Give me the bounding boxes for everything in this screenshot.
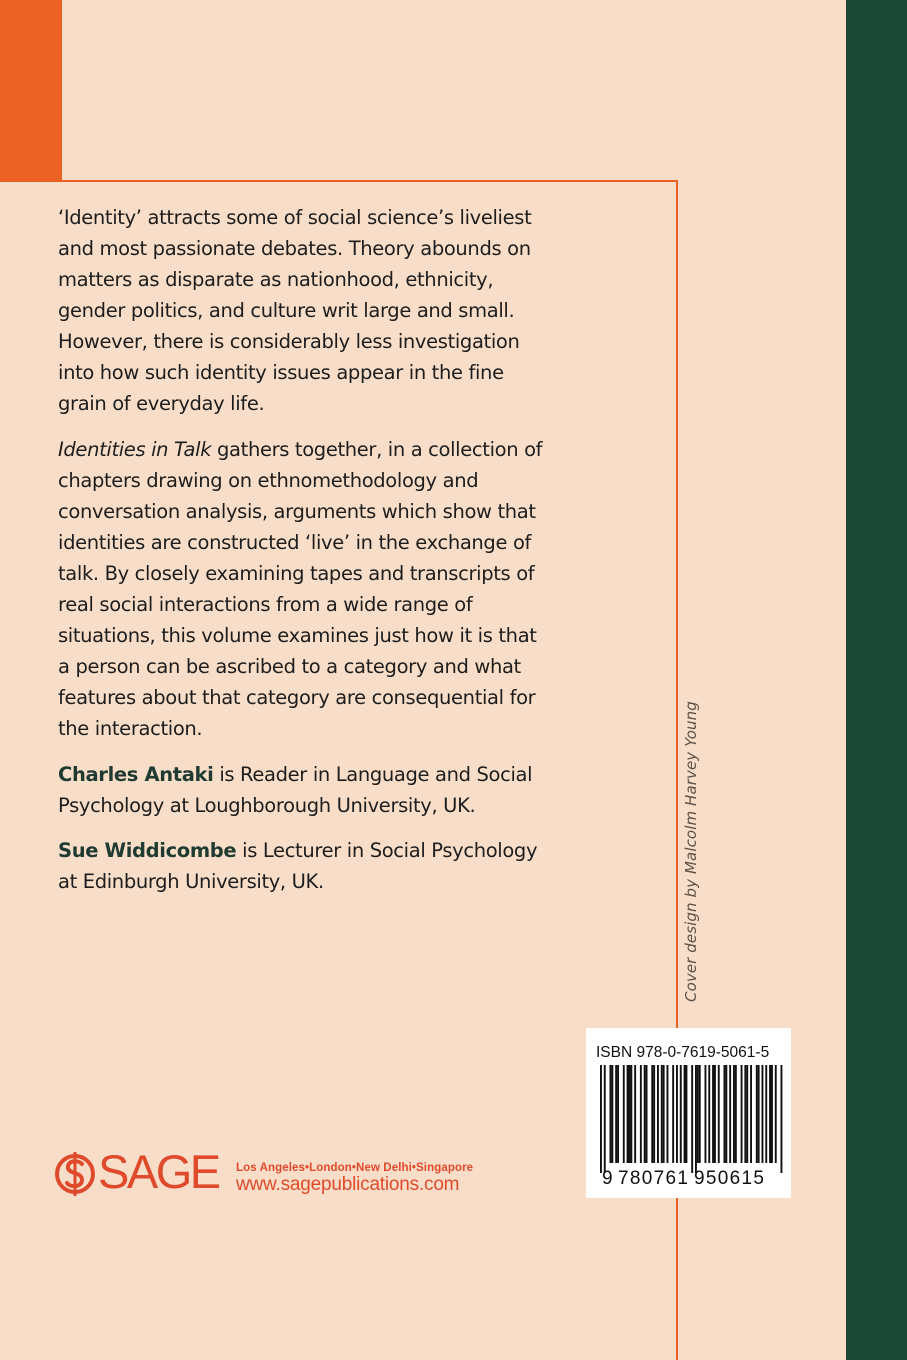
barcode-bar [758,1065,760,1163]
barcode-bar [611,1065,613,1163]
book-title-italic: Identities in Talk [58,438,212,461]
barcode-bar [630,1065,632,1163]
blurb-text [58,202,548,897]
green-spine-strip [846,0,907,1360]
barcode-bar [756,1065,758,1163]
barcode-bar [712,1065,714,1163]
barcode-bar [634,1065,636,1163]
barcode-bar [762,1065,764,1163]
barcode-bar [604,1065,606,1173]
sage-logo [55,1145,235,1198]
author-bio-widdicombe [58,835,548,897]
barcode-bar [661,1065,663,1163]
barcode-bar [725,1065,727,1163]
barcode-bar [769,1065,771,1163]
barcode-bar [686,1065,688,1163]
barcode-bar [724,1065,726,1163]
barcode-bars [594,1065,784,1175]
barcode-bar [627,1065,629,1163]
barcode-bar [775,1065,777,1163]
barcode-bar [705,1065,707,1163]
barcode-digit-first: 9 [602,1168,613,1189]
barcode-bar [629,1065,631,1163]
author-bio-text: is Lecturer in Social Psychology at Edinburgh University, UK. [58,839,538,893]
barcode-bar [699,1065,701,1163]
barcode-bar [651,1065,653,1163]
barcode-bar [644,1065,646,1163]
barcode-bar [646,1065,648,1163]
barcode-bar [744,1065,746,1163]
barcode-bar [771,1065,773,1163]
sage-wordmark: SAGE [98,1145,219,1198]
blurb-paragraph-2-text: gathers together, in a collection of chapters drawing on ethnomethodology and conversation analysis, arguments which show that identities are constructed ‘live’ in the exchange of talk. By closely examining tapes and transcripts of real social interactions from a wide range of situations, this volume examines just how it is that a person can be ascribed to a category and what features about that category are consequential for the interaction. [58,438,543,740]
barcode-bar [600,1065,602,1173]
blurb-paragraph-1: ‘Identity’ attracts some of social science’s liveliest and most passionate debates. Theory abounds on matters as disparate as nationhood, ethnicity, gender politics, and culture writ large and small. However, there is considerably less investigation into how such identity issues appear in the fine grain of everyday life. [58,206,532,415]
barcode-bar [640,1065,642,1163]
barcode-bar [714,1065,716,1163]
barcode-bar [750,1065,752,1163]
barcode-bar [657,1065,659,1163]
barcode-bar [623,1065,625,1163]
publisher-url[interactable]: www.sagepublications.com [236,1174,460,1195]
barcode-bar [617,1065,619,1163]
barcode-bar [695,1065,697,1173]
barcode-digits [602,1168,765,1190]
barcode-bar [729,1065,731,1163]
barcode-bar [672,1065,674,1163]
barcode-bar [653,1065,655,1163]
barcode-bar [765,1065,767,1163]
barcode-bar [781,1065,783,1173]
author-name: Sue Widdicombe [58,839,237,862]
barcode-bar [680,1065,682,1163]
barcode-bar [718,1065,720,1163]
barcode-bar [708,1065,710,1163]
publisher-cities: Los Angeles•London•New Delhi•Singapore [236,1162,474,1174]
barcode-bar [684,1065,686,1163]
barcode-bar [691,1065,693,1173]
author-name: Charles Antaki [58,763,214,786]
blurb-paragraph-2 [58,434,548,744]
cover-design-credit: Cover design by Malcolm Harvey Young [682,701,700,1002]
barcode-bar [733,1065,735,1163]
isbn-barcode [586,1028,791,1198]
barcode-bar [735,1065,737,1163]
orange-corner-block [0,0,62,182]
barcode-bar [615,1065,617,1163]
barcode-bar [741,1065,743,1163]
author-bio-text: is Reader in Language and Social Psychology at Loughborough University, UK. [58,763,533,817]
barcode-digits-right: 950615 [694,1168,766,1189]
barcode-bar [746,1065,748,1163]
barcode-bar [667,1065,669,1163]
barcode-bar [676,1065,678,1163]
sage-dollar-s-icon [55,1150,95,1196]
author-bio-antaki [58,759,548,821]
barcode-bar [610,1065,612,1163]
isbn-label: ISBN 978-0-7619-5061-5 [596,1044,770,1061]
barcode-bar [663,1065,665,1163]
barcode-bar [697,1065,699,1163]
orange-horizontal-rule [62,180,678,182]
barcode-digits-left: 780761 [618,1168,690,1189]
